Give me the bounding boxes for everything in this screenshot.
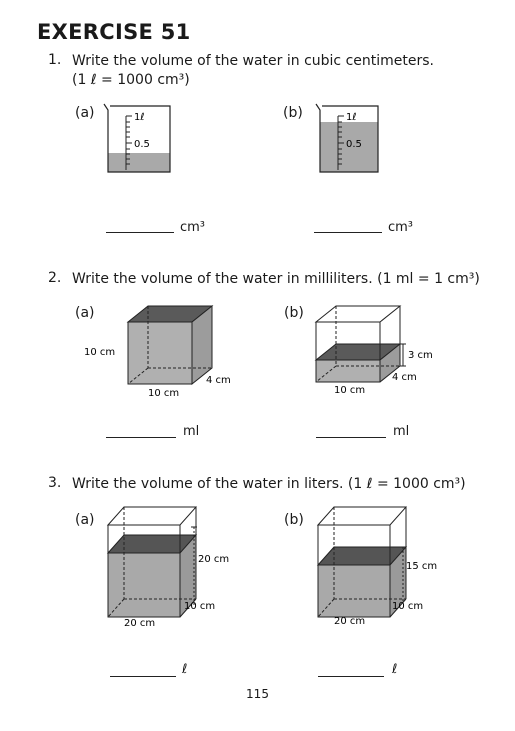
q2b-label: (b) <box>284 305 304 321</box>
q1a-unit: cm³ <box>180 220 206 235</box>
q3a-label: (a) <box>75 512 95 528</box>
q3a-answer-blank[interactable] <box>110 676 176 677</box>
q1b-mid-mark: 0.5 <box>346 139 362 150</box>
q2a-cube <box>80 300 250 405</box>
q2b-width-label: 10 cm <box>334 385 366 396</box>
q1b-label: (b) <box>283 105 303 121</box>
q1b-unit: cm³ <box>388 220 414 235</box>
q3b-width-label: 20 cm <box>334 616 366 627</box>
q1b-beaker <box>312 100 402 180</box>
q1a-beaker <box>100 100 190 180</box>
q1a-mid-mark: 0.5 <box>134 139 150 150</box>
q2b-cube <box>300 300 460 405</box>
q3a-box <box>100 505 240 630</box>
q3b-answer-blank[interactable] <box>318 676 384 677</box>
q2b-depth-label: 4 cm <box>392 372 417 383</box>
exercise-title: EXERCISE 51 <box>37 20 191 44</box>
q2a-unit: ml <box>183 424 200 439</box>
question-2-number: 2. <box>48 270 62 286</box>
q2a-answer-blank[interactable] <box>106 437 176 438</box>
q3a-unit: ℓ <box>182 662 188 677</box>
q2b-water-height-label: 3 cm <box>408 350 433 361</box>
q1b-top-mark: 1ℓ <box>346 112 357 123</box>
page-number: 115 <box>246 687 269 701</box>
q3a-depth-label: 10 cm <box>184 601 216 612</box>
q3a-height-label: 20 cm <box>198 554 230 565</box>
q2b-unit: ml <box>393 424 410 439</box>
question-3-number: 3. <box>48 475 62 491</box>
q2a-height-label: 10 cm <box>84 347 116 358</box>
q1b-answer-blank[interactable] <box>314 232 382 233</box>
q3b-label: (b) <box>284 512 304 528</box>
q3b-depth-label: 10 cm <box>392 601 424 612</box>
q2b-answer-blank[interactable] <box>316 437 386 438</box>
q3a-width-label: 20 cm <box>124 618 156 629</box>
question-1-number: 1. <box>48 52 62 68</box>
question-1-text: Write the volume of the water in cubic centimeters. <box>72 53 434 69</box>
q1a-top-mark: 1ℓ <box>134 112 145 123</box>
q3b-height-label: 15 cm <box>406 561 438 572</box>
q1a-water <box>108 153 170 172</box>
q1a-answer-blank[interactable] <box>106 232 174 233</box>
question-1-note: (1 ℓ = 1000 cm³) <box>72 72 190 88</box>
q2a-label: (a) <box>75 305 95 321</box>
question-2-text: Write the volume of the water in milliliters. (1 ml = 1 cm³) <box>72 271 480 287</box>
question-3-text: Write the volume of the water in liters. (1 ℓ = 1000 cm³) <box>72 476 466 492</box>
q2a-width-label: 10 cm <box>148 388 180 399</box>
q1a-label: (a) <box>75 105 95 121</box>
q3b-unit: ℓ <box>392 662 398 677</box>
q3b-box <box>308 505 448 630</box>
q2a-depth-label: 4 cm <box>206 375 231 386</box>
